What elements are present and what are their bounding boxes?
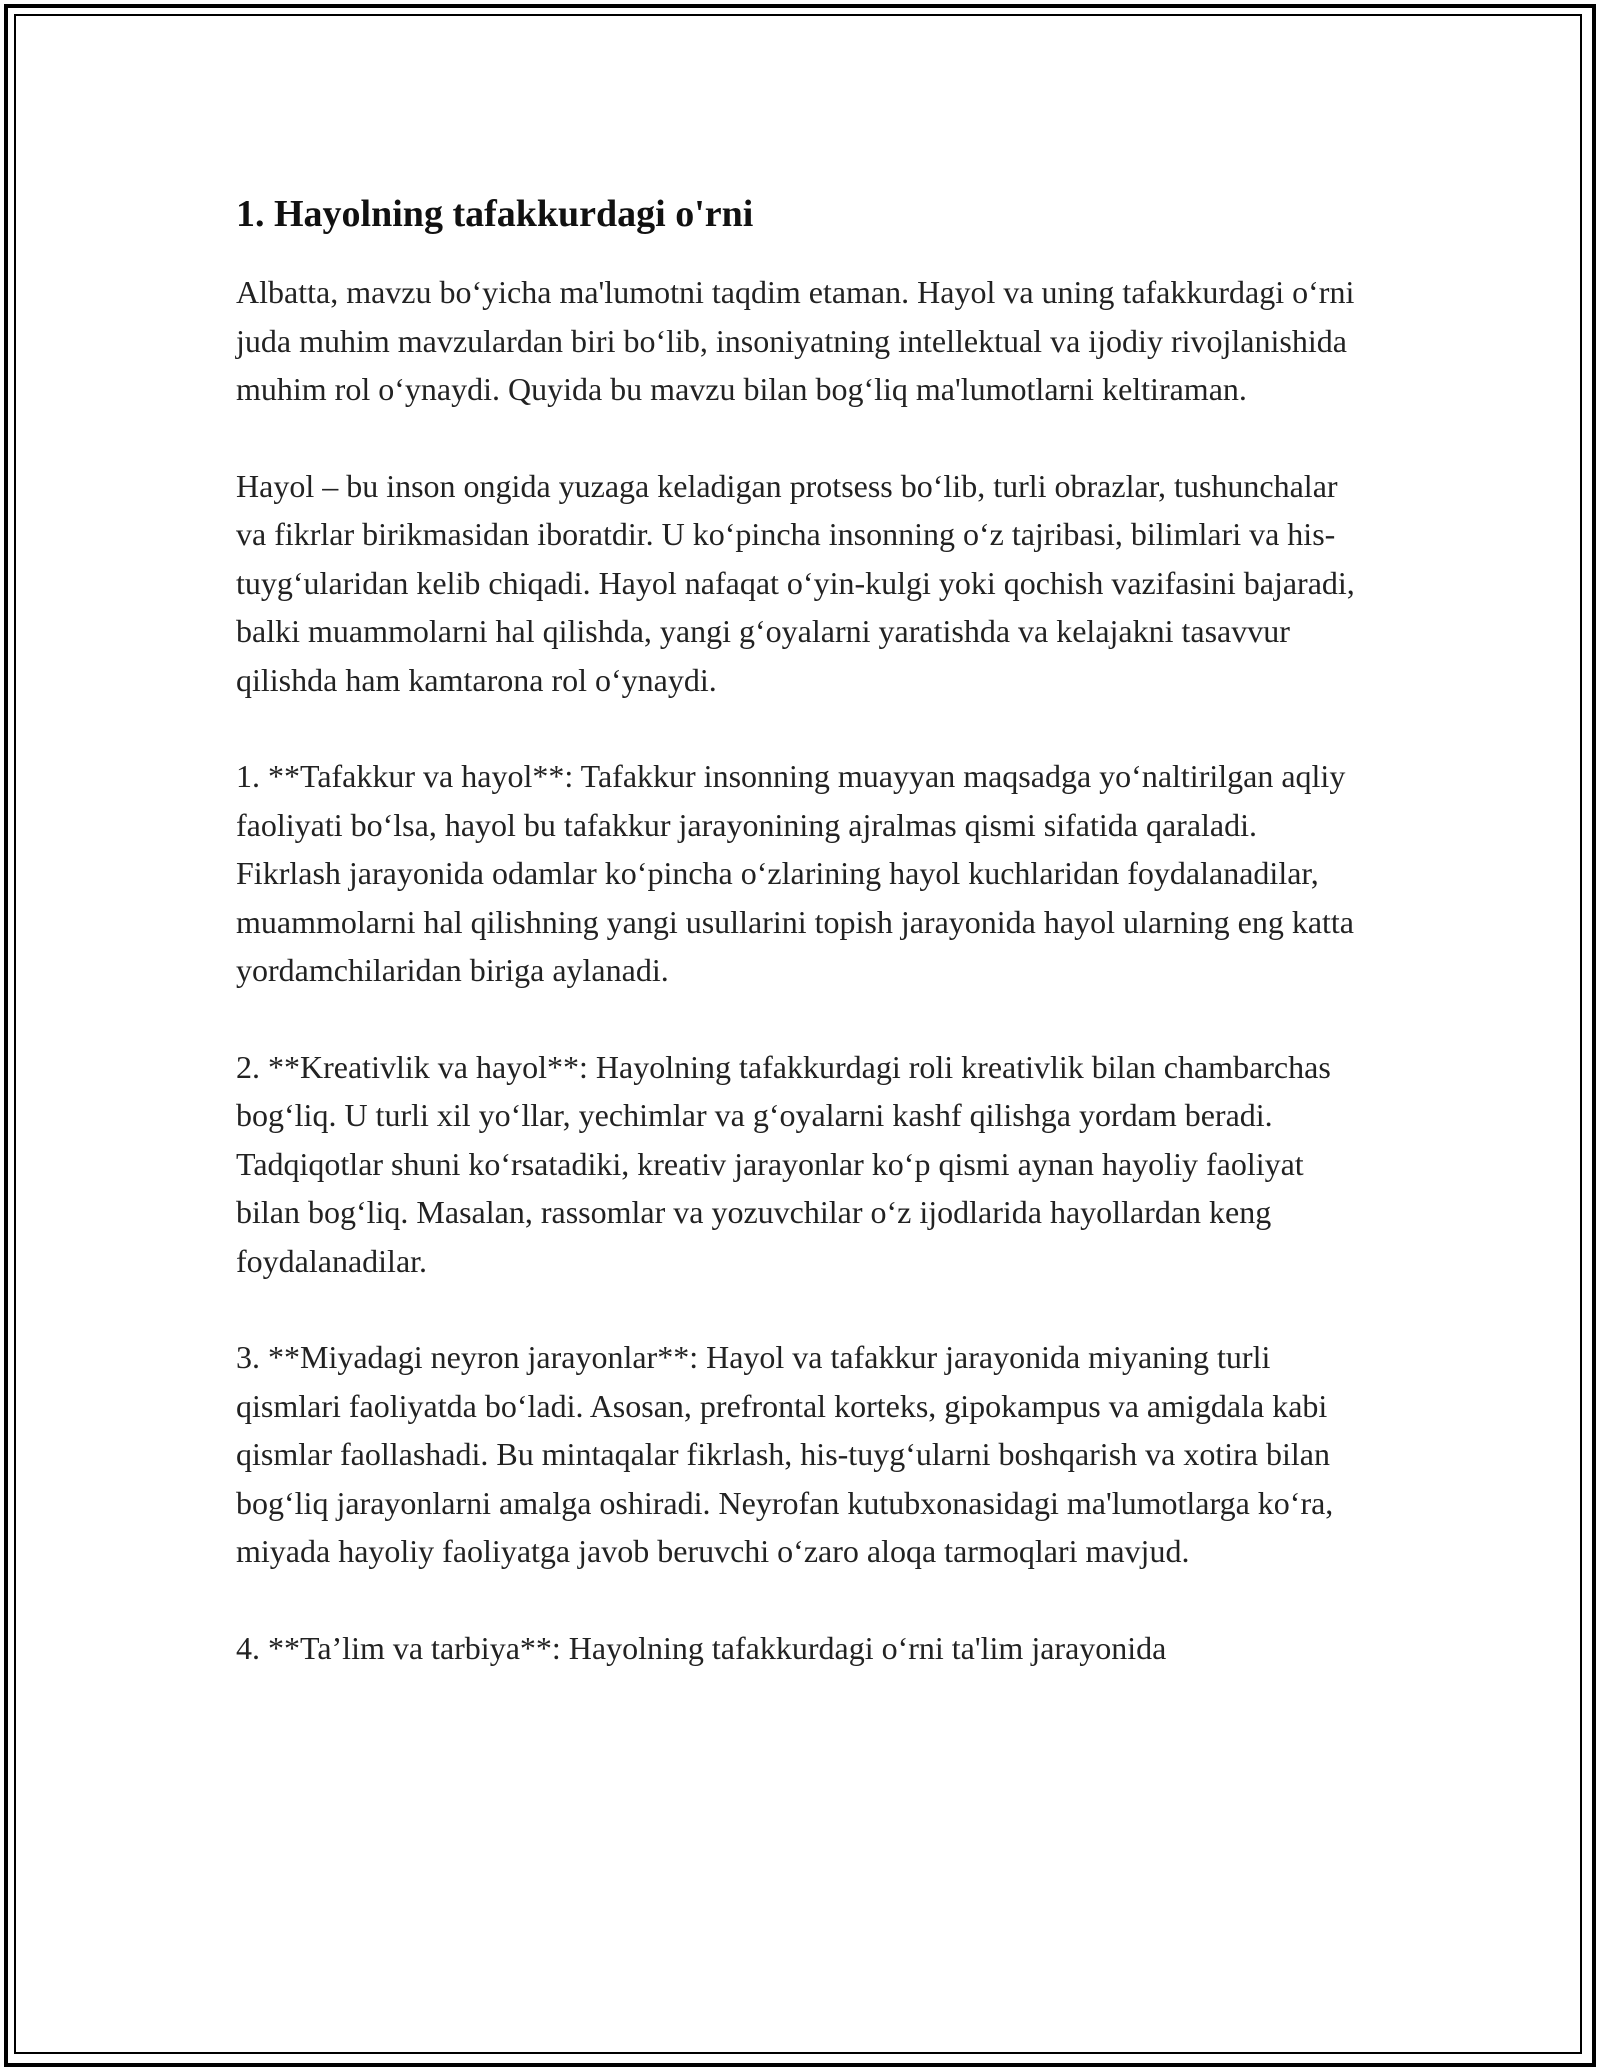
document-title: 1. Hayolning tafakkurdagi o'rni: [236, 193, 754, 235]
list-item-1: 1. **Tafakkur va hayol**: Tafakkur insonning muayyan maqsadga yo‘naltirilgan aqliy faoliyati bo‘lsa, hayol bu tafakkur jarayonining ajralmas qismi sifatida qaraladi. Fikrlash jarayonida odamlar ko‘pincha o‘zlarining hayol kuchlaridan foydalanadilar, muammolarni hal qilishning yangi usullarini topish jarayonida hayol ularning eng katta yordamchilaridan biriga aylanadi.: [236, 758, 1354, 988]
list-item-4: 4. **Ta’lim va tarbiya**: Hayolning tafakkurdagi o‘rni ta'lim jarayonida: [236, 1629, 1167, 1666]
paragraph-definition: Hayol – bu inson ongida yuzaga keladigan protsess bo‘lib, turli obrazlar, tushunchalar va fikrlar birikmasidan iboratdir. U ko‘pincha insonning o‘z tajribasi, bilimlari va his-tuyg‘ularidan kelib chiqadi. Hayol nafaqat o‘yin-kulgi yoki qochish vazifasini bajaradi, balki muammolarni hal qilishda, yangi g‘oyalarni yaratishda va kelajakni tasavvur qilishda ham kamtarona rol o‘ynaydi.: [236, 467, 1355, 698]
list-item-3: 3. **Miyadagi neyron jarayonlar**: Hayol va tafakkur jarayonida miyaning turli qismlari faoliyatda bo‘ladi. Asosan, prefrontal korteks, gipokampus va amigdala kabi qismlar faollashadi. Bu mintaqalar fikrlash, his-tuyg‘ularni boshqarish va xotira bilan bog‘liq jarayonlarni amalga oshiradi. Neyrofan kutubxonasidagi ma'lumotlarga ko‘ra, miyada hayoliy faoliyatga javob beruvchi o‘zaro aloqa tarmoqlari mavjud.: [236, 1339, 1334, 1569]
list-item-2: 2. **Kreativlik va hayol**: Hayolning tafakkurdagi roli kreativlik bilan chambarchas bog‘liq. U turli xil yo‘llar, yechimlar va g‘oyalarni kashf qilishga yordam beradi. Tadqiqotlar shuni ko‘rsatadiki, kreativ jarayonlar ko‘p qismi aynan hayoliy faoliyat bilan bog‘liq. Masalan, rassomlar va yozuvchilar o‘z ijodlarida hayollardan keng foydalanadilar.: [236, 1048, 1331, 1279]
document-body: [236, 190, 1366, 1720]
paragraph-intro: Albatta, mavzu bo‘yicha ma'lumotni taqdim etaman. Hayol va uning tafakkurdagi o‘rni juda muhim mavzulardan biri bo‘lib, insoniyatning intellektual va ijodiy rivojlanishida muhim rol o‘ynaydi. Quyida bu mavzu bilan bog‘liq ma'lumotlarni keltiraman.: [236, 274, 1355, 407]
